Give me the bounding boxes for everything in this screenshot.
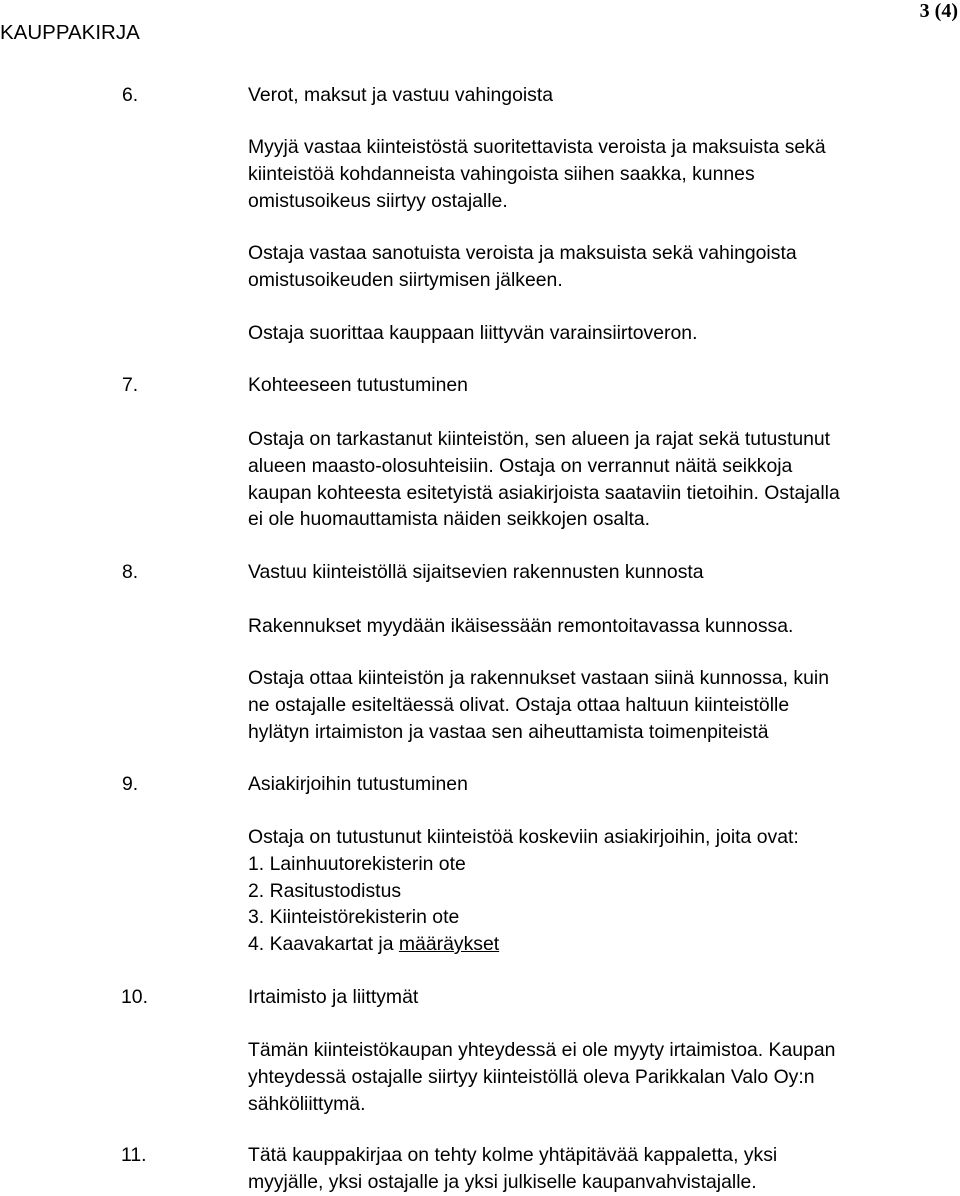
text-line: Ostaja ottaa kiinteistön ja rakennukset vastaan siinä kunnossa, kuin [248, 667, 829, 689]
section-heading: Vastuu kiinteistöllä sijaitsevien rakennusten kunnosta [248, 561, 704, 583]
text-line: hylätyn irtaimiston ja vastaa sen aiheuttamista toimenpiteistä [248, 720, 769, 743]
text-line: ne ostajalle esiteltäessä olivat. Ostaja ottaa haltuun kiinteistölle [248, 693, 790, 716]
paragraph [248, 613, 793, 640]
paragraph [248, 134, 826, 214]
text-line: Ostaja vastaa sanotuista veroista ja maksuista sekä vahingoista [248, 242, 797, 264]
paragraph [248, 1037, 835, 1117]
text-line: kaupan kohteesta esitetyistä asiakirjoista saataviin tietoihin. Ostajalla [248, 481, 840, 504]
paragraph [248, 426, 840, 533]
list-number: 4. [248, 933, 265, 956]
list-text-underlined: määräykset [398, 933, 500, 956]
section-heading: Asiakirjoihin tutustuminen [248, 773, 468, 795]
list-number: 2. [248, 879, 265, 902]
paragraph [248, 320, 697, 347]
text-line: omistusoikeuden siirtymisen jälkeen. [248, 268, 563, 291]
text-line: Tämän kiinteistökaupan yhteydessä ei ole myyty irtaimistoa. Kaupan [248, 1039, 836, 1061]
section-number: 6. [122, 84, 139, 106]
text-line: alueen maasto-olosuhteisiin. Ostaja on verrannut näitä seikkoja [248, 454, 793, 477]
text-line: Ostaja on tutustunut kiinteistöä koskeviin asiakirjoihin, joita ovat: [248, 826, 799, 848]
text-line: Ostaja suorittaa kauppaan liittyvän varainsiirtoveron. [248, 322, 698, 344]
text-line: Tätä kauppakirjaa on tehty kolme yhtäpitävää kappaletta, yksi [248, 1144, 778, 1166]
paragraph [248, 240, 797, 294]
paragraph [248, 824, 799, 958]
section-heading: Verot, maksut ja vastuu vahingoista [248, 84, 554, 106]
list-item [248, 904, 799, 931]
section-heading: Irtaimisto ja liittymät [248, 986, 419, 1008]
section-heading: Kohteeseen tutustuminen [248, 374, 468, 396]
section-number: 7. [122, 374, 139, 396]
list-item [248, 851, 799, 878]
text-line: yhteydessä ostajalle siirtyy kiinteistöllä oleva Parikkalan Valo Oy:n [248, 1065, 815, 1088]
paragraph [248, 665, 829, 745]
list-text: Lainhuutorekisterin ote [269, 852, 466, 875]
section-number: 10. [121, 986, 148, 1008]
text-line: ei ole huomauttamista näiden seikkojen osalta. [248, 508, 651, 531]
list-item [248, 931, 799, 958]
text-line: myyjälle, yksi ostajalle ja yksi julkiselle kaupanvahvistajalle. [248, 1170, 757, 1193]
list-item [248, 878, 799, 905]
text-line: sähköliittymä. [248, 1092, 366, 1115]
paragraph [248, 1142, 777, 1196]
document-title: KAUPPAKIRJA [0, 21, 140, 44]
list-number: 3. [248, 906, 265, 929]
section-number: 9. [122, 773, 139, 795]
section-number: 8. [122, 561, 139, 583]
text-line: Myyjä vastaa kiinteistöstä suoritettavista veroista ja maksuista sekä [248, 136, 826, 158]
text-line: Rakennukset myydään ikäisessään remontoitavassa kunnossa. [248, 615, 794, 637]
text-line: omistusoikeus siirtyy ostajalle. [248, 189, 508, 212]
list-text: Rasitustodistus [269, 879, 402, 902]
text-line: kiinteistöä kohdanneista vahingoista siihen saakka, kunnes [248, 162, 755, 185]
page-number: 3 (4) [919, 0, 958, 22]
list-text: Kiinteistörekisterin ote [269, 906, 460, 929]
section-number: 11. [121, 1144, 147, 1166]
list-text: Kaavakartat ja [269, 933, 399, 956]
text-line: Ostaja on tarkastanut kiinteistön, sen alueen ja rajat sekä tutustunut [248, 428, 831, 450]
list-number: 1. [248, 852, 265, 875]
